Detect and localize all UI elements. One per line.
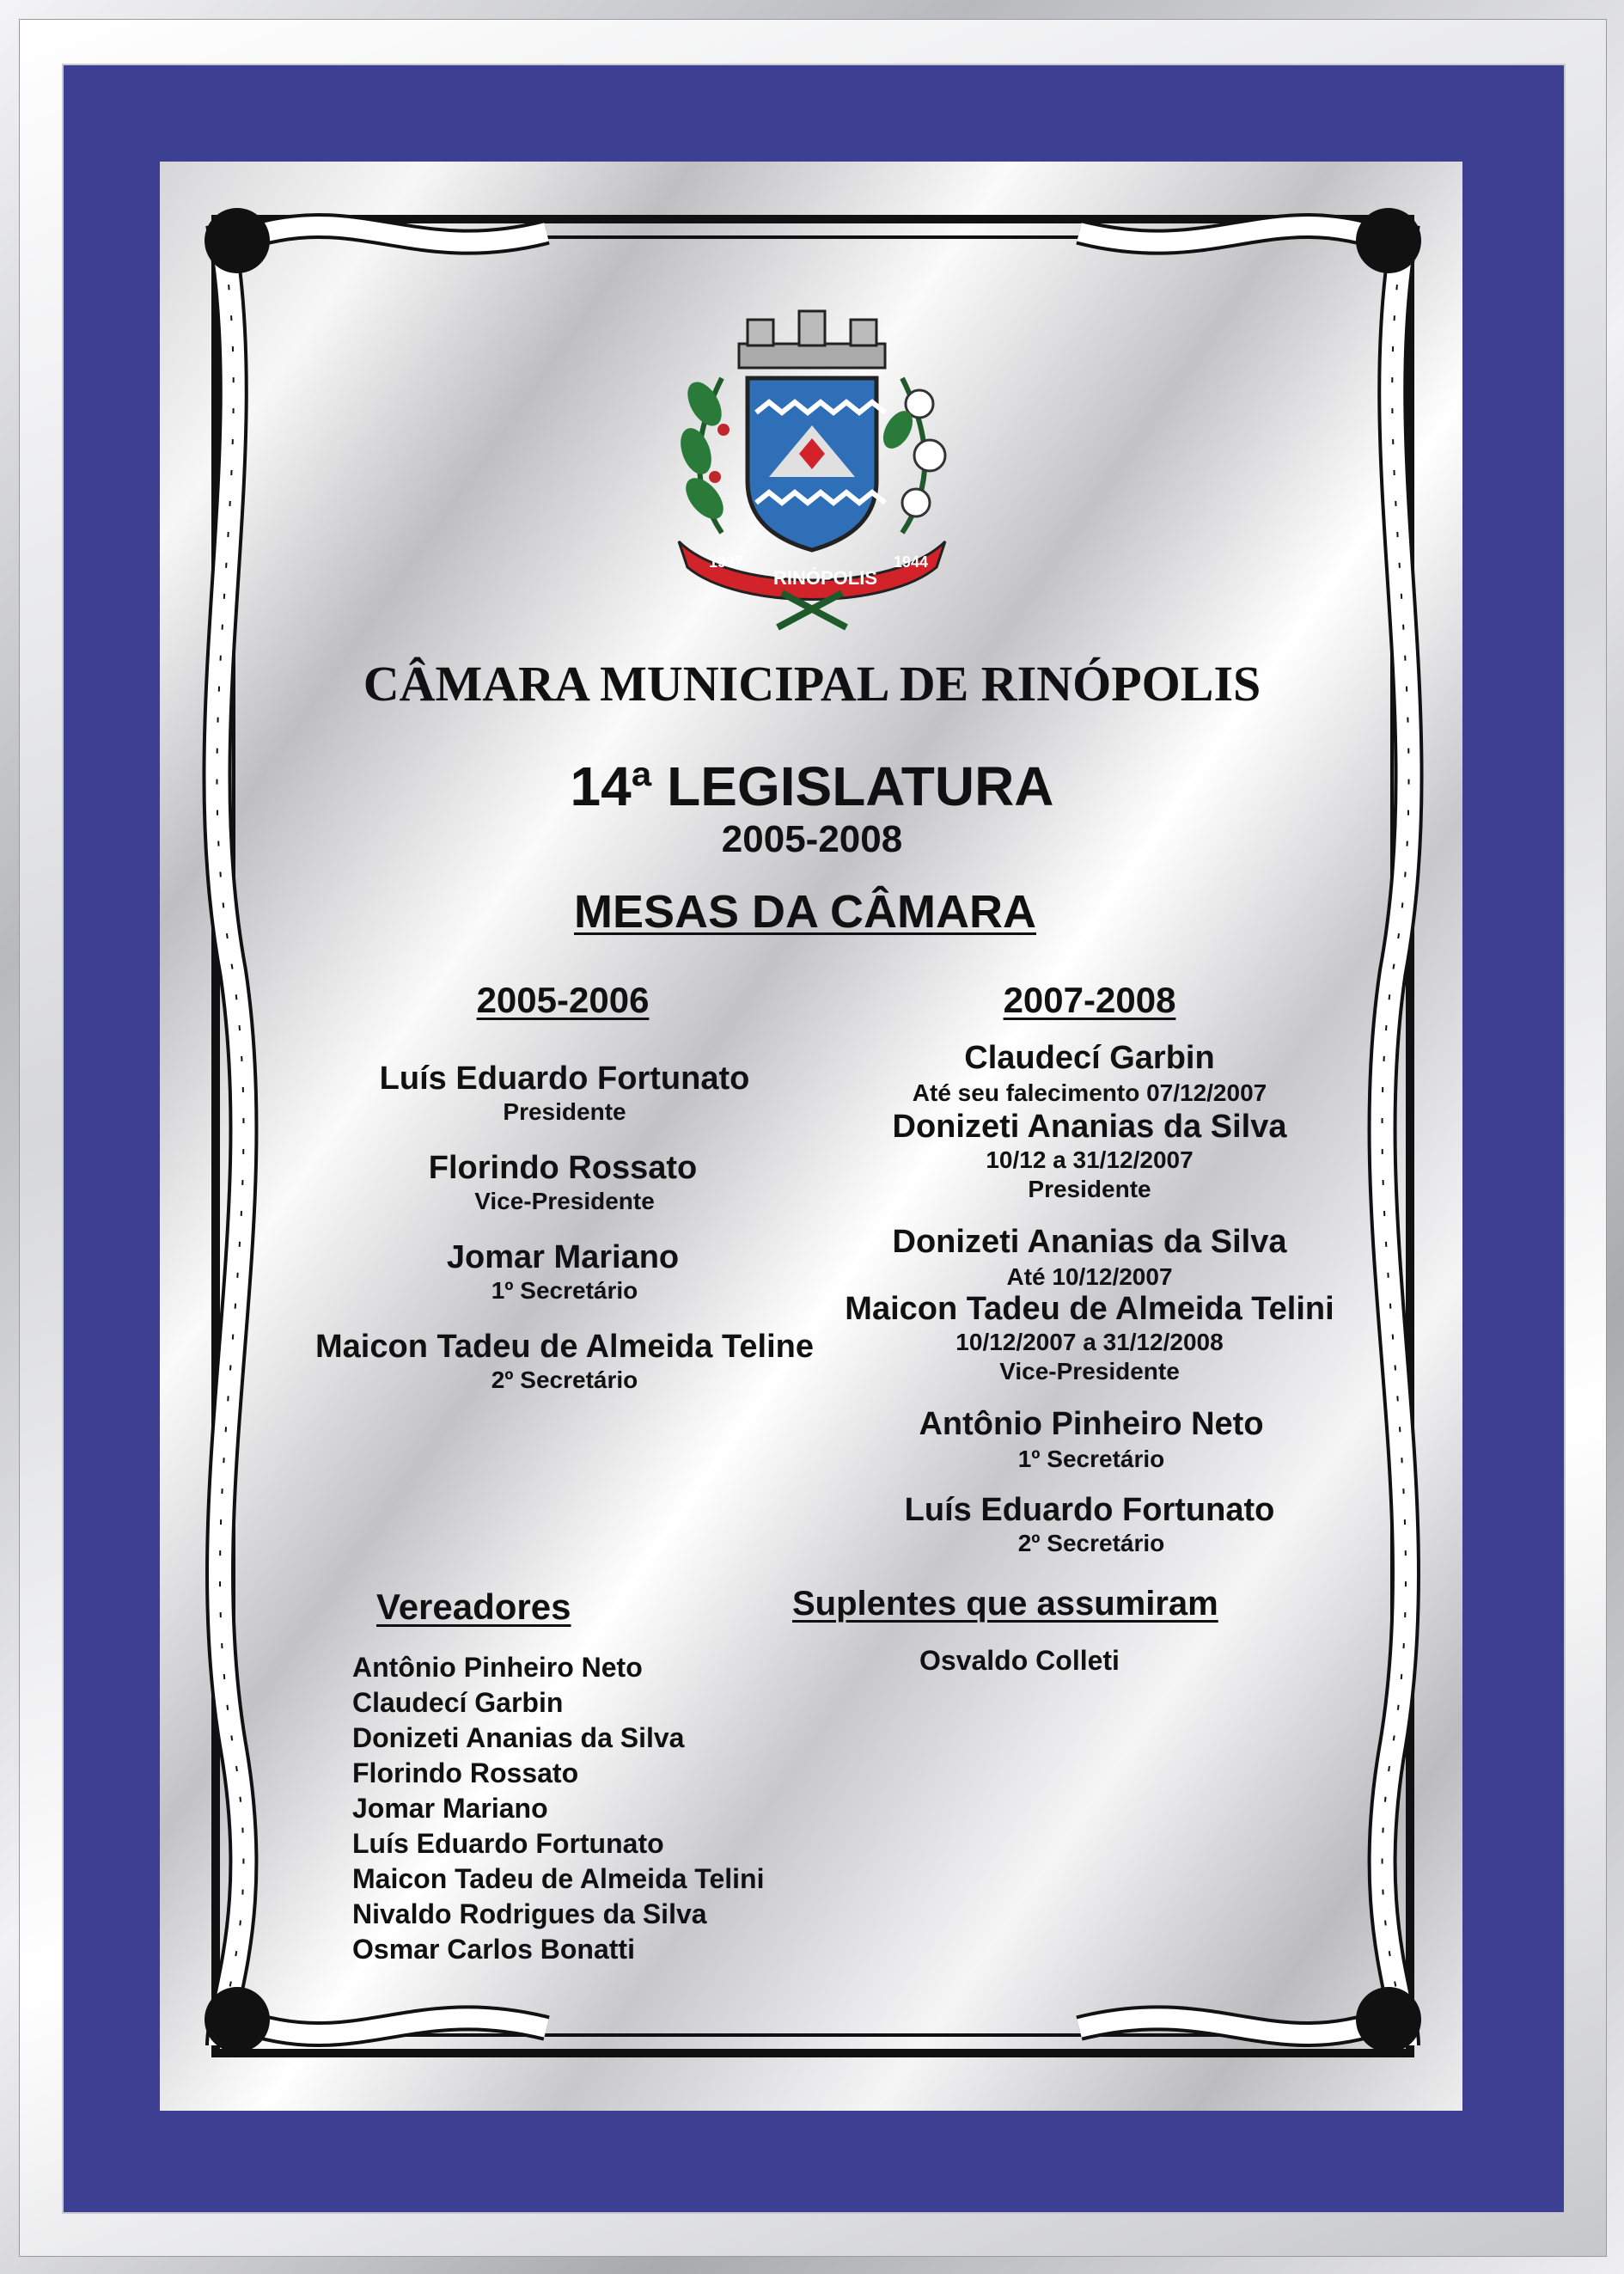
vereador-name: Claudecí Garbin	[352, 1687, 564, 1718]
left-entry-role: 2º Secretário	[491, 1366, 638, 1393]
crest-year-right: 1944	[894, 553, 929, 571]
ribbon-bottom-decoration	[186, 1968, 1440, 2080]
right-line: Donizeti Ananias da Silva	[892, 1109, 1287, 1145]
vereador-name: Florindo Rossato	[352, 1757, 579, 1788]
left-entry-role: Vice-Presidente	[474, 1188, 655, 1214]
right-line: Até 10/12/2007	[1006, 1263, 1173, 1290]
right-line: Antônio Pinheiro Neto	[919, 1406, 1264, 1442]
section-title: MESAS DA CÂMARA	[574, 886, 1036, 938]
ribbon-right-decoration	[1346, 198, 1440, 2071]
suplentes-heading: Suplentes que assumiram	[792, 1585, 1218, 1623]
right-line: Claudecí Garbin	[964, 1040, 1215, 1076]
right-line: Luís Eduardo Fortunato	[904, 1492, 1275, 1528]
crest-banner-text: RINÓPOLIS	[773, 567, 878, 589]
right-line: 10/12 a 31/12/2007	[986, 1146, 1194, 1173]
legislature-title: 14ª LEGISLATURA	[570, 755, 1054, 817]
period-subtitle: 2005-2008	[721, 818, 903, 860]
left-column-heading: 2005-2006	[476, 980, 650, 1020]
vereador-name: Donizeti Ananias da Silva	[352, 1722, 685, 1753]
vereador-name: Antônio Pinheiro Neto	[352, 1652, 643, 1683]
right-column-heading: 2007-2008	[1003, 980, 1176, 1020]
right-line: Presidente	[1028, 1176, 1151, 1202]
left-entry-name: Luís Eduardo Fortunato	[379, 1061, 750, 1097]
left-entry-name: Jomar Mariano	[446, 1239, 680, 1275]
right-line: Donizeti Ananias da Silva	[892, 1224, 1287, 1260]
vereador-name: Maicon Tadeu de Almeida Telini	[352, 1863, 765, 1894]
vereador-name: Luís Eduardo Fortunato	[352, 1828, 664, 1859]
right-line: 2º Secretário	[1017, 1530, 1165, 1556]
right-line: Vice-Presidente	[999, 1358, 1180, 1385]
institution-title: CÂMARA MUNICIPAL DE RINÓPOLIS	[363, 656, 1261, 712]
left-entry-name: Maicon Tadeu de Almeida Teline	[315, 1329, 814, 1365]
suplente-name: Osvaldo Colleti	[919, 1645, 1120, 1676]
right-line: Até seu falecimento 07/12/2007	[912, 1079, 1267, 1106]
vereadores-heading: Vereadores	[376, 1586, 571, 1627]
vereador-name: Jomar Mariano	[352, 1793, 548, 1824]
vereador-name: Nivaldo Rodrigues da Silva	[352, 1898, 707, 1929]
cotton-branch-icon	[877, 378, 945, 533]
vereador-name: Osmar Carlos Bonatti	[352, 1934, 635, 1965]
coffee-branch-icon	[675, 376, 730, 533]
ribbon-top-decoration	[186, 189, 1440, 292]
castle-crown-icon	[739, 311, 885, 368]
left-entry-role: Presidente	[503, 1098, 626, 1125]
right-line: 10/12/2007 a 31/12/2008	[955, 1329, 1224, 1355]
left-entry-name: Florindo Rossato	[428, 1150, 698, 1186]
left-entry-role: 1º Secretário	[491, 1277, 638, 1304]
municipal-crest-icon	[662, 309, 962, 636]
right-line: Maicon Tadeu de Almeida Telini	[845, 1291, 1334, 1327]
right-line: 1º Secretário	[1017, 1446, 1165, 1472]
ribbon-left-decoration	[186, 198, 280, 2071]
crest-year-left: 1937	[709, 553, 744, 571]
